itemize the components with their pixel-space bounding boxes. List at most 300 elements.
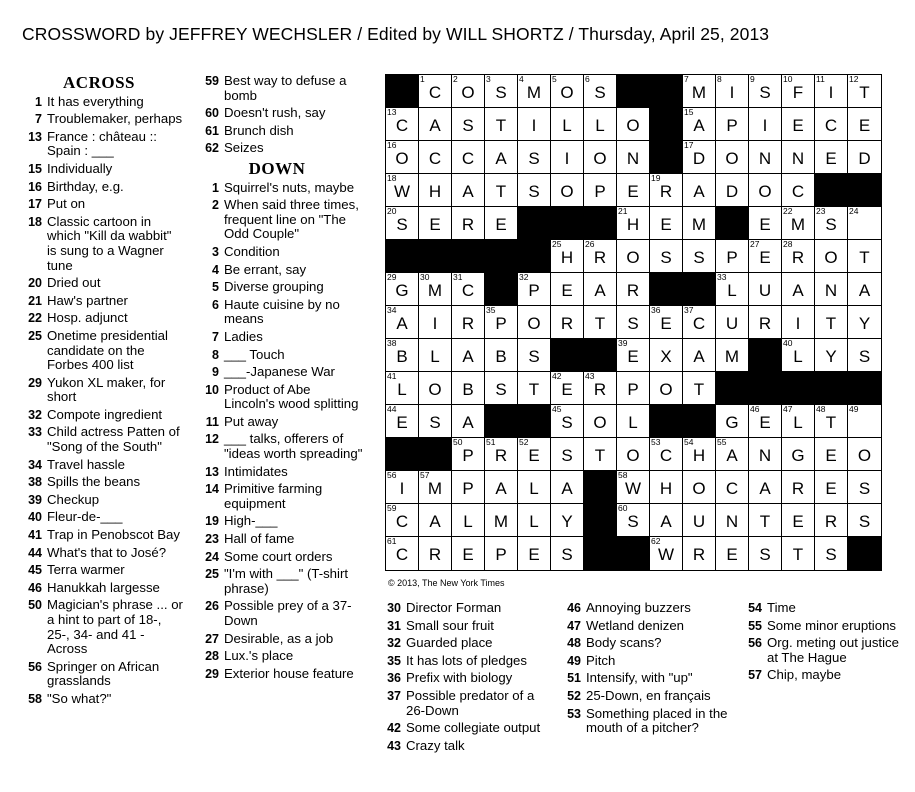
grid-cell[interactable] bbox=[419, 207, 452, 240]
grid-cell[interactable] bbox=[782, 537, 815, 570]
clue-number: 34 bbox=[28, 457, 42, 472]
black-square bbox=[650, 141, 683, 174]
cell-letter: N bbox=[791, 149, 805, 168]
grid-cell[interactable] bbox=[650, 471, 683, 504]
cell-letter: T bbox=[528, 380, 540, 399]
grid-cell[interactable] bbox=[650, 339, 683, 372]
grid-cell[interactable] bbox=[815, 240, 848, 273]
grid-cell[interactable] bbox=[683, 339, 716, 372]
grid-cell[interactable] bbox=[716, 405, 749, 438]
grid-cell[interactable] bbox=[386, 273, 419, 306]
grid-cell[interactable] bbox=[782, 174, 815, 207]
cell-letter: M bbox=[790, 215, 806, 234]
grid-cell[interactable] bbox=[452, 174, 485, 207]
grid-cell[interactable] bbox=[518, 372, 551, 405]
cell-letter: M bbox=[724, 347, 740, 366]
cell-letter: D bbox=[725, 182, 739, 201]
grid-cell[interactable] bbox=[584, 306, 617, 339]
clue-item bbox=[14, 294, 184, 309]
grid-cell[interactable] bbox=[551, 438, 584, 471]
black-square bbox=[485, 273, 518, 306]
cell-number: 34 bbox=[387, 305, 397, 315]
cell-letter: S bbox=[528, 149, 540, 168]
grid-cell[interactable] bbox=[518, 75, 551, 108]
cell-letter: L bbox=[595, 116, 605, 135]
grid-cell[interactable] bbox=[650, 438, 683, 471]
cell-number: 46 bbox=[750, 404, 760, 414]
grid-cell[interactable] bbox=[683, 174, 716, 207]
black-square bbox=[518, 240, 551, 273]
cell-letter: E bbox=[462, 545, 474, 564]
grid-cell[interactable] bbox=[551, 504, 584, 537]
cell-letter: X bbox=[660, 347, 672, 366]
grid-cell[interactable] bbox=[617, 405, 650, 438]
black-square bbox=[683, 405, 716, 438]
cell-letter: A bbox=[429, 116, 441, 135]
cell-letter: F bbox=[792, 83, 804, 102]
grid-cell[interactable] bbox=[518, 471, 551, 504]
cell-letter: M bbox=[691, 83, 707, 102]
grid-cell[interactable] bbox=[485, 438, 518, 471]
grid-cell[interactable] bbox=[848, 207, 881, 240]
grid-cell[interactable] bbox=[716, 504, 749, 537]
black-square bbox=[716, 207, 749, 240]
grid-cell[interactable] bbox=[749, 207, 782, 240]
grid-cell[interactable] bbox=[815, 537, 848, 570]
grid-cell[interactable] bbox=[452, 108, 485, 141]
grid-cell[interactable] bbox=[386, 141, 419, 174]
cell-number: 31 bbox=[453, 272, 463, 282]
cell-letter: L bbox=[529, 479, 539, 498]
grid-cell[interactable] bbox=[749, 405, 782, 438]
grid-cell[interactable] bbox=[584, 108, 617, 141]
grid-cell[interactable] bbox=[782, 141, 815, 174]
grid-cell[interactable] bbox=[551, 141, 584, 174]
grid-cell[interactable] bbox=[617, 306, 650, 339]
grid-cell[interactable] bbox=[617, 108, 650, 141]
grid-cell[interactable] bbox=[683, 240, 716, 273]
clue-number: 32 bbox=[28, 407, 42, 422]
grid-cell[interactable] bbox=[386, 537, 419, 570]
grid-cell[interactable] bbox=[485, 207, 518, 240]
grid-cell[interactable] bbox=[419, 405, 452, 438]
grid-cell[interactable] bbox=[848, 504, 881, 537]
grid-cell[interactable] bbox=[518, 306, 551, 339]
clue-item bbox=[14, 329, 184, 373]
clue-text: Primitive farming equipment bbox=[224, 481, 323, 511]
grid-cell[interactable] bbox=[452, 438, 485, 471]
cell-letter: H bbox=[692, 446, 706, 465]
grid-cell[interactable] bbox=[584, 438, 617, 471]
grid-cell[interactable] bbox=[683, 471, 716, 504]
grid-cell[interactable] bbox=[782, 273, 815, 306]
grid-cell[interactable] bbox=[683, 207, 716, 240]
grid-cell[interactable] bbox=[749, 537, 782, 570]
cell-number: 38 bbox=[387, 338, 397, 348]
cell-number: 1 bbox=[420, 74, 425, 84]
grid-cell[interactable] bbox=[584, 405, 617, 438]
grid-cell[interactable] bbox=[551, 174, 584, 207]
grid-cell[interactable] bbox=[617, 240, 650, 273]
grid-cell[interactable] bbox=[386, 207, 419, 240]
grid-cell[interactable] bbox=[848, 339, 881, 372]
grid-cell[interactable] bbox=[617, 141, 650, 174]
cell-letter: L bbox=[463, 512, 473, 531]
cell-letter: I bbox=[762, 116, 768, 135]
grid-cell[interactable] bbox=[452, 207, 485, 240]
cell-letter: P bbox=[495, 314, 507, 333]
grid-cell[interactable] bbox=[518, 174, 551, 207]
clue-item bbox=[191, 298, 363, 327]
clue-text: ___ talks, offerers of "ideas worth spreading" bbox=[224, 431, 363, 462]
grid-cell[interactable] bbox=[419, 174, 452, 207]
clue-number: 38 bbox=[28, 475, 42, 490]
grid-cell[interactable] bbox=[650, 372, 683, 405]
grid-cell[interactable] bbox=[386, 405, 419, 438]
grid-cell[interactable] bbox=[782, 471, 815, 504]
grid-cell[interactable] bbox=[551, 273, 584, 306]
grid-cell[interactable] bbox=[551, 75, 584, 108]
grid-cell[interactable] bbox=[386, 174, 419, 207]
grid-cell[interactable] bbox=[749, 471, 782, 504]
cell-number: 16 bbox=[387, 140, 397, 150]
cell-letter: O bbox=[626, 116, 640, 135]
grid-cell[interactable] bbox=[584, 174, 617, 207]
grid-cell[interactable] bbox=[518, 108, 551, 141]
grid-cell[interactable] bbox=[518, 273, 551, 306]
grid-cell[interactable] bbox=[782, 438, 815, 471]
clue-text: "I'm with ___" (T-shirt phrase) bbox=[224, 566, 348, 596]
grid-cell[interactable] bbox=[485, 372, 518, 405]
grid-cell[interactable] bbox=[485, 504, 518, 537]
grid-cell[interactable] bbox=[683, 75, 716, 108]
cell-letter: A bbox=[693, 116, 705, 135]
grid-cell[interactable] bbox=[452, 372, 485, 405]
clue-text: Seizes bbox=[224, 140, 264, 156]
grid-cell[interactable] bbox=[782, 306, 815, 339]
grid-cell[interactable] bbox=[650, 207, 683, 240]
grid-cell[interactable] bbox=[716, 75, 749, 108]
grid-cell[interactable] bbox=[617, 273, 650, 306]
grid-cell[interactable] bbox=[617, 207, 650, 240]
cell-letter: E bbox=[660, 314, 672, 333]
grid-cell[interactable] bbox=[848, 306, 881, 339]
down-clues-column-3 bbox=[373, 601, 549, 756]
grid-cell[interactable] bbox=[518, 141, 551, 174]
grid-cell[interactable] bbox=[518, 339, 551, 372]
grid-cell[interactable] bbox=[749, 504, 782, 537]
grid-cell[interactable] bbox=[452, 306, 485, 339]
grid-cell[interactable] bbox=[749, 438, 782, 471]
grid-cell[interactable] bbox=[848, 141, 881, 174]
cell-letter: O bbox=[593, 413, 607, 432]
cell-letter: R bbox=[824, 512, 838, 531]
cell-letter: C bbox=[824, 116, 838, 135]
grid-cell[interactable] bbox=[782, 504, 815, 537]
cell-letter: N bbox=[758, 149, 772, 168]
grid-cell[interactable] bbox=[716, 240, 749, 273]
grid-cell[interactable] bbox=[815, 339, 848, 372]
cell-number: 22 bbox=[783, 206, 793, 216]
grid-cell[interactable] bbox=[782, 108, 815, 141]
grid-cell[interactable] bbox=[386, 108, 419, 141]
grid-cell[interactable] bbox=[815, 273, 848, 306]
grid-cell[interactable] bbox=[848, 75, 881, 108]
cell-letter: Y bbox=[561, 512, 573, 531]
clues-column-2 bbox=[191, 74, 363, 684]
grid-cell[interactable] bbox=[551, 405, 584, 438]
grid-cell[interactable] bbox=[617, 504, 650, 537]
clue-item bbox=[191, 106, 363, 121]
clue-item bbox=[191, 649, 363, 664]
grid-cell[interactable] bbox=[716, 306, 749, 339]
grid-cell[interactable] bbox=[683, 306, 716, 339]
cell-letter: U bbox=[758, 281, 772, 300]
grid-cell[interactable] bbox=[650, 504, 683, 537]
cell-letter: I bbox=[729, 83, 735, 102]
grid-cell[interactable] bbox=[485, 471, 518, 504]
grid-cell[interactable] bbox=[419, 108, 452, 141]
grid-cell[interactable] bbox=[815, 405, 848, 438]
grid-cell[interactable] bbox=[650, 306, 683, 339]
cell-letter: A bbox=[396, 314, 408, 333]
grid-cell[interactable] bbox=[848, 471, 881, 504]
grid-cell[interactable] bbox=[452, 504, 485, 537]
clue-number: 49 bbox=[567, 653, 581, 668]
cell-letter: E bbox=[396, 413, 408, 432]
grid-cell[interactable] bbox=[551, 240, 584, 273]
grid-cell[interactable] bbox=[419, 537, 452, 570]
clue-item bbox=[191, 280, 363, 295]
clue-text: Some court orders bbox=[224, 548, 333, 564]
cell-letter: S bbox=[627, 314, 639, 333]
clue-number: 55 bbox=[748, 618, 762, 633]
grid-cell[interactable] bbox=[782, 207, 815, 240]
grid-cell[interactable] bbox=[782, 339, 815, 372]
clue-text: Wetland denizen bbox=[586, 617, 684, 633]
cell-number: 9 bbox=[750, 74, 755, 84]
clue-number: 2 bbox=[212, 198, 219, 213]
grid-cell[interactable] bbox=[485, 108, 518, 141]
grid-cell[interactable] bbox=[683, 504, 716, 537]
grid-cell[interactable] bbox=[518, 504, 551, 537]
grid-cell[interactable] bbox=[485, 339, 518, 372]
grid-cell[interactable] bbox=[815, 504, 848, 537]
grid-cell[interactable] bbox=[749, 108, 782, 141]
cell-letter: R bbox=[791, 479, 805, 498]
clue-item bbox=[14, 598, 184, 656]
grid-cell[interactable] bbox=[848, 240, 881, 273]
black-square bbox=[584, 504, 617, 537]
grid-cell[interactable] bbox=[551, 471, 584, 504]
grid-cell[interactable] bbox=[485, 306, 518, 339]
clue-number: 54 bbox=[748, 601, 762, 615]
cell-letter: R bbox=[791, 248, 805, 267]
grid-cell[interactable] bbox=[749, 75, 782, 108]
grid-cell[interactable] bbox=[716, 339, 749, 372]
grid-cell[interactable] bbox=[419, 273, 452, 306]
clue-item bbox=[14, 276, 184, 291]
cell-letter: C bbox=[395, 116, 409, 135]
grid-cell[interactable] bbox=[452, 141, 485, 174]
grid-cell[interactable] bbox=[386, 306, 419, 339]
grid-cell[interactable] bbox=[419, 339, 452, 372]
clue-number: 5 bbox=[212, 280, 219, 295]
grid-cell[interactable] bbox=[749, 141, 782, 174]
clue-item bbox=[14, 546, 184, 561]
grid-cell[interactable] bbox=[683, 438, 716, 471]
cell-letter: T bbox=[495, 116, 507, 135]
grid-cell[interactable] bbox=[386, 372, 419, 405]
clue-item bbox=[14, 180, 184, 195]
clue-number: 9 bbox=[212, 365, 219, 380]
cell-letter: B bbox=[462, 380, 474, 399]
grid-cell[interactable] bbox=[419, 306, 452, 339]
grid-cell[interactable] bbox=[716, 108, 749, 141]
grid-cell[interactable] bbox=[848, 108, 881, 141]
grid-cell[interactable] bbox=[518, 438, 551, 471]
grid-cell[interactable] bbox=[749, 174, 782, 207]
grid-cell[interactable] bbox=[386, 504, 419, 537]
grid-cell[interactable] bbox=[419, 504, 452, 537]
grid-cell[interactable] bbox=[782, 75, 815, 108]
clue-item bbox=[14, 563, 184, 578]
clue-number: 40 bbox=[28, 510, 42, 525]
grid-cell[interactable] bbox=[551, 306, 584, 339]
clue-item bbox=[14, 112, 184, 127]
grid-cell[interactable] bbox=[386, 339, 419, 372]
cell-number: 53 bbox=[651, 437, 661, 447]
cell-letter: E bbox=[627, 182, 639, 201]
grid-cell[interactable] bbox=[419, 471, 452, 504]
cell-number: 11 bbox=[816, 74, 825, 84]
grid-cell[interactable] bbox=[419, 75, 452, 108]
grid-cell[interactable] bbox=[815, 108, 848, 141]
grid-cell[interactable] bbox=[683, 537, 716, 570]
grid-cell[interactable] bbox=[584, 75, 617, 108]
clue-number: 1 bbox=[212, 180, 219, 195]
grid-cell[interactable] bbox=[485, 75, 518, 108]
grid-cell[interactable] bbox=[617, 174, 650, 207]
grid-cell[interactable] bbox=[848, 273, 881, 306]
clue-number: 6 bbox=[212, 297, 219, 312]
grid-cell[interactable] bbox=[683, 372, 716, 405]
black-square bbox=[683, 273, 716, 306]
grid-cell[interactable] bbox=[683, 141, 716, 174]
cell-letter: S bbox=[462, 116, 474, 135]
clue-item bbox=[14, 458, 184, 473]
grid-cell[interactable] bbox=[584, 141, 617, 174]
grid-cell[interactable] bbox=[650, 174, 683, 207]
clue-item bbox=[553, 671, 729, 686]
grid-cell[interactable] bbox=[683, 108, 716, 141]
cell-letter: E bbox=[627, 347, 639, 366]
grid-cell[interactable] bbox=[749, 306, 782, 339]
grid-cell[interactable] bbox=[584, 273, 617, 306]
grid-cell[interactable] bbox=[551, 537, 584, 570]
grid-cell[interactable] bbox=[584, 372, 617, 405]
cell-number: 24 bbox=[849, 206, 859, 216]
grid-cell[interactable] bbox=[617, 339, 650, 372]
grid-cell[interactable] bbox=[716, 471, 749, 504]
grid-cell[interactable] bbox=[848, 438, 881, 471]
grid-cell[interactable] bbox=[650, 240, 683, 273]
grid-cell[interactable] bbox=[782, 240, 815, 273]
grid-cell[interactable] bbox=[815, 141, 848, 174]
grid-cell[interactable] bbox=[485, 141, 518, 174]
clue-text: When said three times, frequent line on "The Odd Couple" bbox=[224, 197, 359, 242]
grid-cell[interactable] bbox=[815, 471, 848, 504]
cell-number: 50 bbox=[453, 437, 463, 447]
grid-cell[interactable] bbox=[782, 405, 815, 438]
grid-cell[interactable] bbox=[518, 537, 551, 570]
grid-cell[interactable] bbox=[650, 537, 683, 570]
cell-letter: C bbox=[395, 512, 409, 531]
black-square bbox=[551, 339, 584, 372]
clue-number: 42 bbox=[387, 721, 401, 736]
cell-number: 45 bbox=[552, 404, 562, 414]
grid-cell[interactable] bbox=[452, 339, 485, 372]
clue-text: Product of Abe Lincoln's wood splitting bbox=[224, 381, 359, 412]
grid-cell[interactable] bbox=[617, 372, 650, 405]
black-square bbox=[386, 240, 419, 273]
grid-cell[interactable] bbox=[584, 240, 617, 273]
grid-cell[interactable] bbox=[452, 471, 485, 504]
grid-cell[interactable] bbox=[716, 141, 749, 174]
black-square bbox=[617, 537, 650, 570]
clue-item bbox=[14, 311, 184, 326]
clue-text: Diverse grouping bbox=[224, 279, 324, 295]
grid-cell[interactable] bbox=[485, 174, 518, 207]
grid-cell[interactable] bbox=[716, 174, 749, 207]
grid-cell[interactable] bbox=[452, 537, 485, 570]
grid-cell[interactable] bbox=[386, 471, 419, 504]
clue-item bbox=[191, 365, 363, 380]
grid-cell[interactable] bbox=[452, 273, 485, 306]
grid-cell[interactable] bbox=[716, 273, 749, 306]
grid-cell[interactable] bbox=[749, 273, 782, 306]
grid-cell[interactable] bbox=[815, 75, 848, 108]
grid-cell[interactable] bbox=[452, 405, 485, 438]
cell-number: 4 bbox=[519, 74, 524, 84]
cell-letter: P bbox=[594, 182, 606, 201]
grid-cell[interactable] bbox=[617, 471, 650, 504]
grid-cell[interactable] bbox=[452, 75, 485, 108]
grid-cell[interactable] bbox=[815, 438, 848, 471]
grid-cell[interactable] bbox=[419, 141, 452, 174]
grid-cell[interactable] bbox=[716, 438, 749, 471]
grid-cell[interactable] bbox=[551, 108, 584, 141]
grid-cell[interactable] bbox=[716, 537, 749, 570]
grid-cell[interactable] bbox=[749, 240, 782, 273]
grid-cell[interactable] bbox=[617, 438, 650, 471]
clue-text: Best way to defuse a bomb bbox=[224, 73, 347, 103]
clue-text: ___-Japanese War bbox=[224, 364, 335, 380]
clue-number: 4 bbox=[212, 262, 219, 277]
clue-number: 44 bbox=[28, 545, 42, 560]
grid-cell[interactable] bbox=[815, 207, 848, 240]
clue-number: 17 bbox=[28, 197, 42, 212]
grid-cell[interactable] bbox=[848, 405, 881, 438]
cell-letter: N bbox=[824, 281, 838, 300]
grid-cell[interactable] bbox=[815, 306, 848, 339]
cell-letter: R bbox=[593, 248, 607, 267]
grid-cell[interactable] bbox=[419, 372, 452, 405]
grid-cell[interactable] bbox=[485, 537, 518, 570]
cell-number: 32 bbox=[519, 272, 529, 282]
cell-letter: L bbox=[727, 281, 737, 300]
grid-cell[interactable] bbox=[551, 372, 584, 405]
